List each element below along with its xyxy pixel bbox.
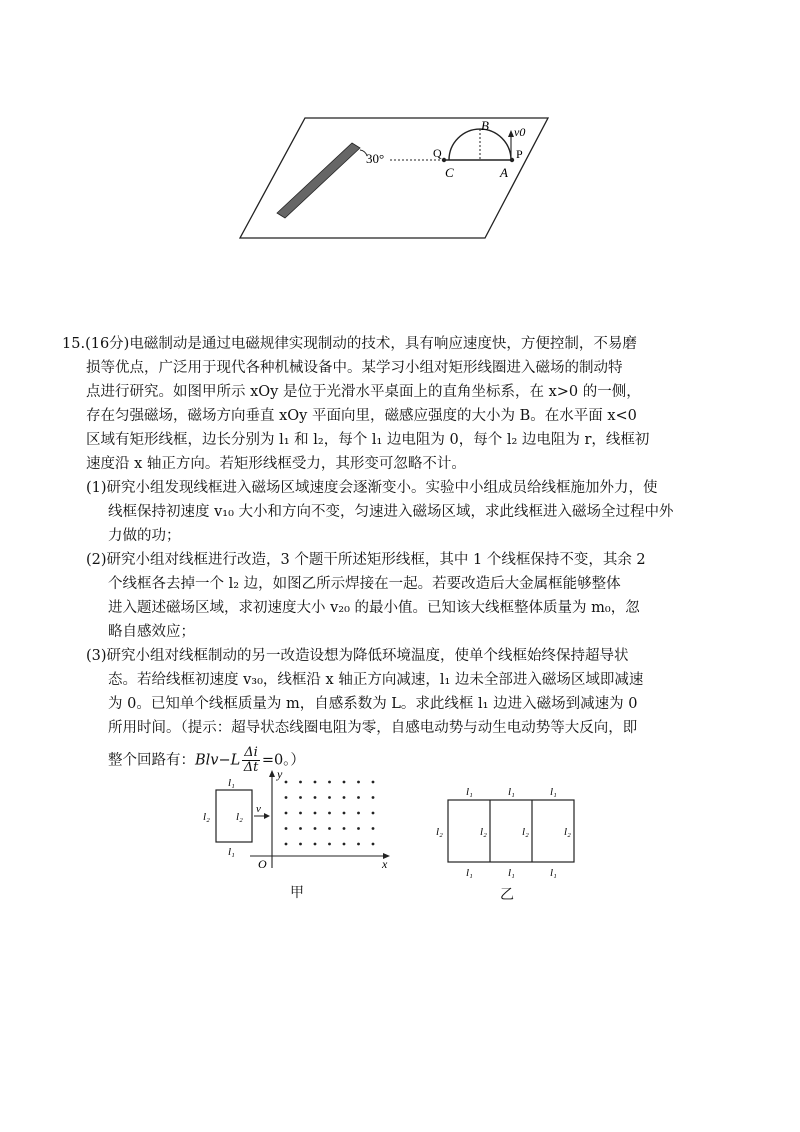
label-l2-right: l₂ (236, 811, 243, 823)
stem-line: 存在匀强磁场，磁场方向垂直 xOy 平面向里，磁感应强度的大小为 B。在水平面 x<0 (86, 408, 637, 424)
field-dot (372, 827, 375, 830)
part-line: 力做的功； (108, 528, 181, 544)
field-dot (372, 812, 375, 815)
part-3 (62, 644, 752, 668)
field-dot (357, 812, 360, 815)
part-line: 为 0。已知单个线框质量为 m，自感系数为 L。求此线框 l₁ 边进入磁场到减速为 0 (108, 696, 638, 712)
label-l2: l₂ (564, 826, 571, 838)
field-dot (299, 827, 302, 830)
label-l2-left: l₂ (203, 811, 210, 823)
label-l2: l₂ (436, 826, 443, 838)
field-dot (314, 796, 317, 799)
label-l1: l₁ (466, 867, 473, 879)
field-dot (357, 827, 360, 830)
field-dot (372, 781, 375, 784)
combined-frame (448, 800, 574, 862)
fraction-denominator: Δt (243, 760, 259, 775)
label-b: B (481, 118, 489, 133)
field-dot (328, 843, 331, 846)
field-dot (285, 812, 288, 815)
label-l1: l₁ (550, 867, 557, 879)
label-v0: v0 (514, 125, 526, 139)
caption-yi: 乙 (500, 887, 514, 903)
y-axis-arrow (269, 770, 275, 777)
label-l1-top: l₁ (228, 777, 235, 789)
label-c: C (445, 165, 454, 180)
field-dot (285, 843, 288, 846)
label-l2: l₂ (480, 826, 487, 838)
part-line: 所用时间。（提示：超导状态线圈电阻为零，自感电动势与动生电动势等大反向，即 (108, 720, 638, 736)
field-dot (357, 781, 360, 784)
stem-line: 损等优点，广泛用于现代各种机械设备中。某学习小组对矩形线圈进入磁场的制动特 (86, 360, 623, 376)
field-dot (285, 781, 288, 784)
field-dot (372, 843, 375, 846)
field-dot (343, 812, 346, 815)
field-dot (328, 796, 331, 799)
formula-line (62, 746, 752, 775)
formula-prefix: 整个回路有： (108, 752, 195, 769)
part-label: (1) (86, 480, 107, 496)
part-line: 研究小组发现线框进入磁场区域速度会逐渐变小。实验中小组成员给线框施加外力，使 (106, 480, 658, 496)
label-p: P (516, 147, 523, 161)
label-y: y (277, 768, 283, 781)
part-line: 进入题述磁场区域，求初速度大小 v₂₀ 的最小值。已知该大线框整体质量为 m₀，忽 (108, 600, 640, 616)
field-dot (343, 781, 346, 784)
incline-figure (0, 0, 800, 300)
label-v: v (256, 803, 261, 815)
label-x: x (382, 857, 388, 871)
slot-bar (277, 143, 360, 218)
stem-line: 速度沿 x 轴正方向。若矩形线框受力，其形变可忽略不计。 (86, 456, 466, 472)
part-label: (2) (86, 552, 107, 568)
part-1 (62, 476, 752, 500)
field-dot (343, 827, 346, 830)
field-dot (328, 781, 331, 784)
point-q (442, 158, 446, 162)
caption-jia: 甲 (290, 885, 304, 901)
formula-rhs: =0。） (261, 752, 305, 769)
part-line: 研究小组对线框制动的另一改造设想为降低环境温度，使单个线框始终保持超导状 (106, 648, 629, 664)
field-dot (314, 781, 317, 784)
part-line: 线框保持初速度 v₁₀ 大小和方向不变，匀速进入磁场区域，求此线框进入磁场全过程中外 (108, 504, 674, 520)
fraction-numerator: Δi (244, 745, 258, 760)
part-label: (3) (86, 648, 107, 664)
field-dot (357, 796, 360, 799)
part-line: 略自感效应； (108, 624, 195, 640)
label-l2: l₂ (522, 826, 529, 838)
field-dot (285, 827, 288, 830)
field-dot (328, 827, 331, 830)
field-dot (299, 812, 302, 815)
field-dot (285, 796, 288, 799)
label-a: A (500, 165, 508, 180)
question-15 (62, 332, 752, 775)
part-2 (62, 548, 752, 572)
label-q: Q (433, 146, 442, 160)
label-origin: O (258, 857, 267, 871)
field-dot (314, 843, 317, 846)
label-l1: l₁ (508, 786, 515, 798)
field-dot (328, 812, 331, 815)
part-line: 态。若给线框初速度 v₃₀，线框沿 x 轴正方向减速，l₁ 边未全部进入磁场区域即减速 (108, 672, 644, 688)
figure-jia (190, 768, 400, 878)
field-dot (314, 827, 317, 830)
label-l1: l₁ (550, 786, 557, 798)
formula-lhs: Blv−L (195, 752, 241, 769)
angle-label: 30° (366, 151, 385, 166)
field-dot (299, 781, 302, 784)
stem-line: 电磁制动是通过电磁规律实现制动的技术，具有响应速度快，方便控制，不易磨 (129, 336, 637, 352)
stem-line: 区域有矩形线框，边长分别为 l₁ 和 l₂，每个 l₁ 边电阻为 0，每个 l₂ 边电阻为 r，线框初 (86, 432, 650, 448)
label-l1: l₁ (508, 867, 515, 879)
question-number: 15. (62, 336, 86, 352)
field-dot (299, 843, 302, 846)
field-dot (343, 796, 346, 799)
stem-line: 点进行研究。如图甲所示 xOy 是位于光滑水平桌面上的直角坐标系，在 x>0 的一侧， (86, 384, 641, 400)
point-p (510, 158, 514, 162)
field-dot (299, 796, 302, 799)
part-line: 研究小组对线框进行改造，3 个题干所述矩形线框，其中 1 个线框保持不变，其余 2 (106, 552, 646, 568)
question-stem (62, 332, 752, 356)
label-l1-bottom: l₁ (228, 846, 235, 858)
part-line: 个线框各去掉一个 l₂ 边，如图乙所示焊接在一起。若要改造后大金属框能够整体 (108, 576, 621, 592)
label-l1: l₁ (466, 786, 473, 798)
field-dot (372, 796, 375, 799)
coil-rectangle (216, 790, 252, 842)
magnetic-field-dots (285, 781, 375, 846)
field-dot (343, 843, 346, 846)
figure-yi (430, 780, 580, 880)
field-dot (357, 843, 360, 846)
question-score: (16分) (85, 336, 130, 352)
field-dot (314, 812, 317, 815)
velocity-arrow-head (264, 813, 270, 819)
